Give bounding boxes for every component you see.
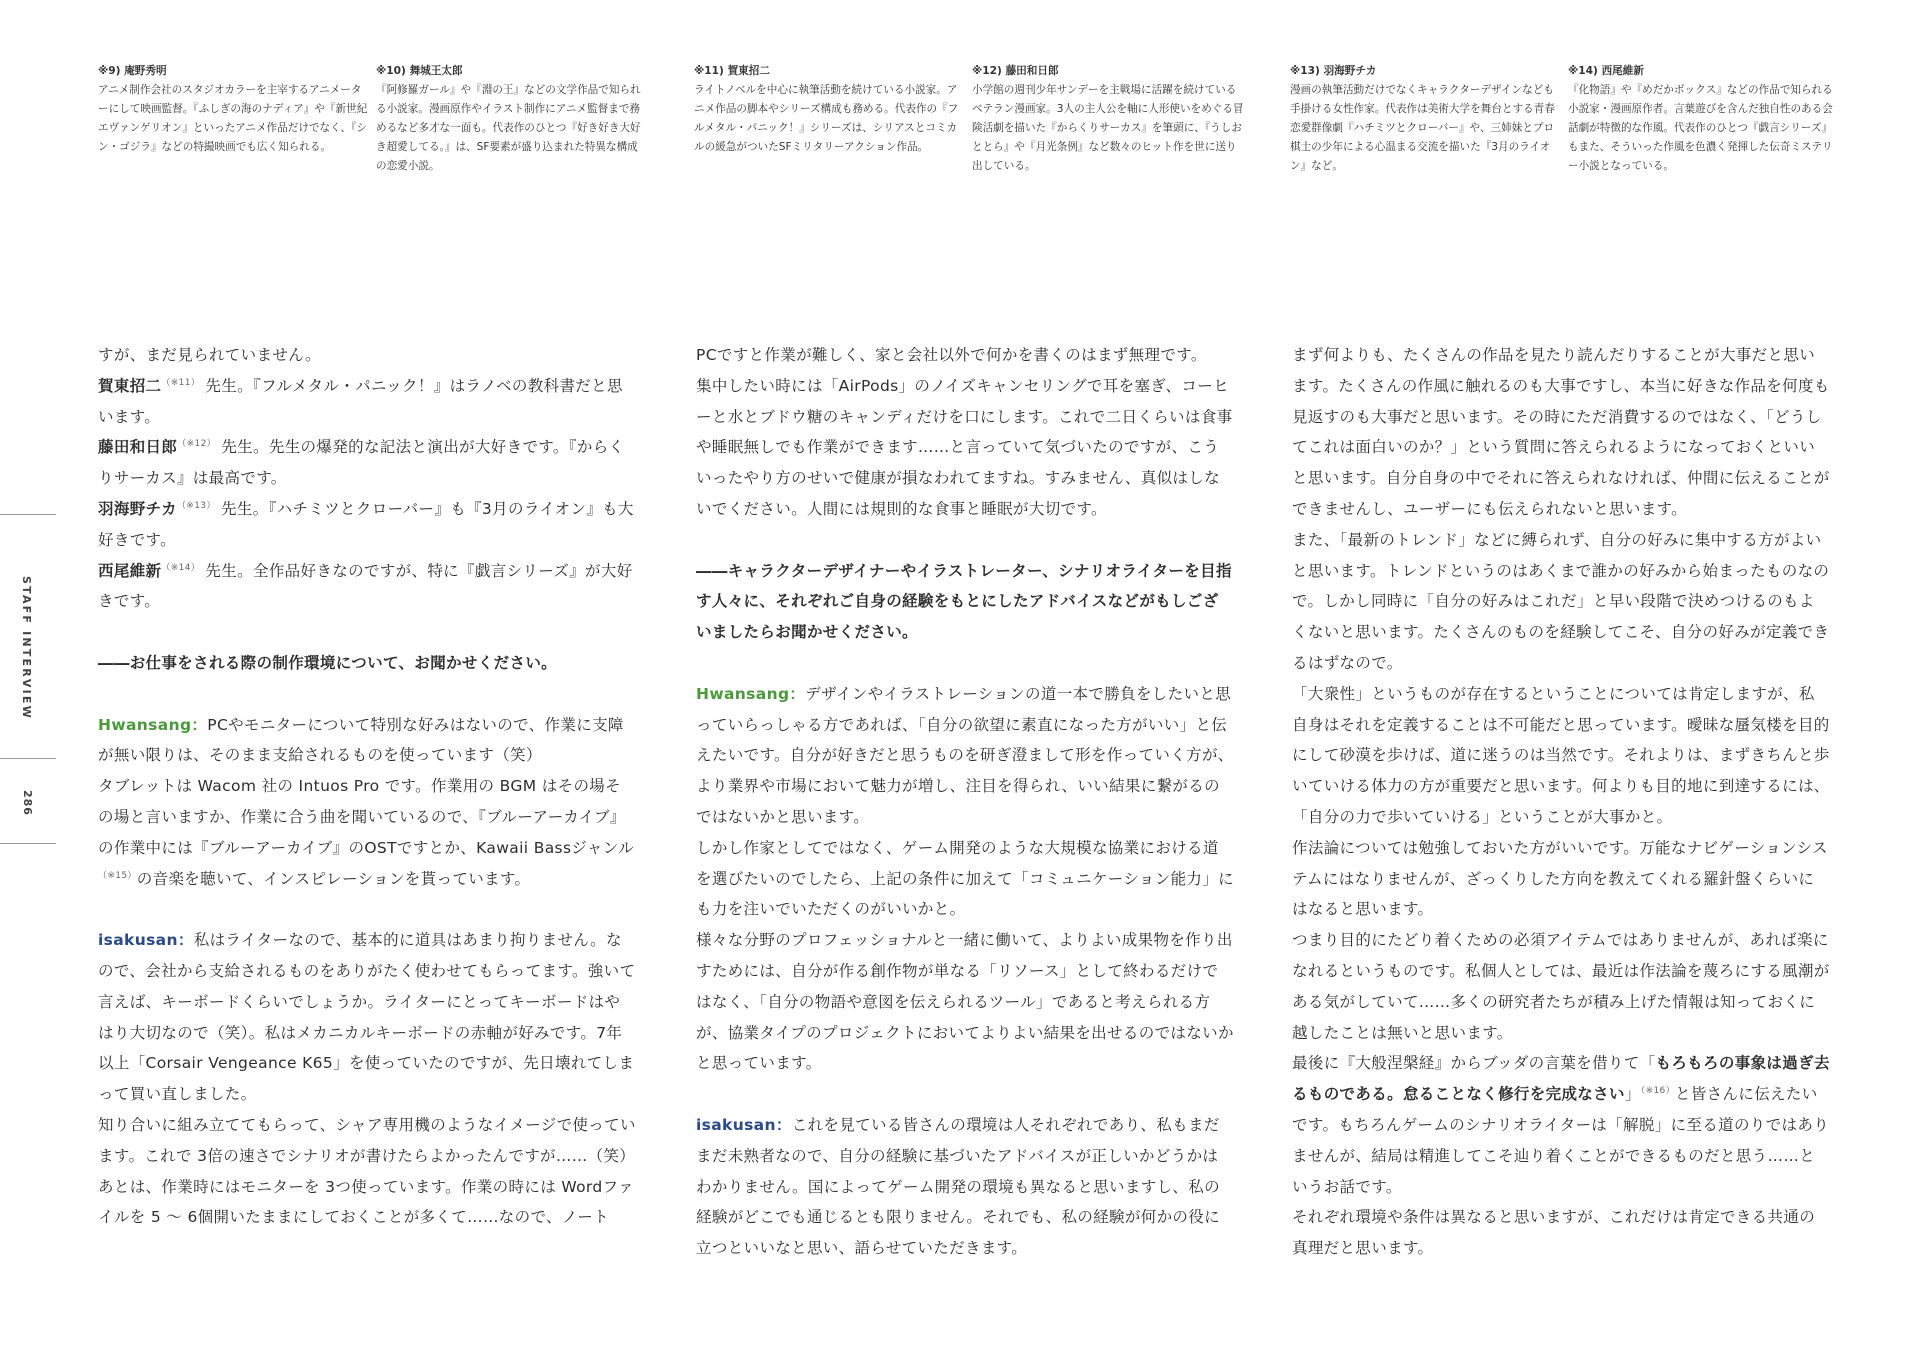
paragraph: 様々な分野のプロフェッショナルと一緒に働いて、よりよい成果物を作り出すためには、自分が作る創作物が単なる「リソース」として終わるだけではなく、「自分の物語や意図を伝えられるツール」であると考えられる方が、協業タイプのプロジェクトにおいてよりよい結果を出せるのではないかと思っています。 (696, 931, 1234, 1073)
body-column-1 (98, 340, 636, 1233)
paragraph: あとは、作業時にはモニターを 3つ使っています。作業の時には Wordファイルを 5 〜 6個開いたままにしておくことが多くて……なので、ノート (98, 1177, 634, 1227)
answer-text: 私はライターなので、基本的に道具はあまり拘りません。なので、会社から支給されるものをありがたく使わせてもらってます。強いて言えば、キーボードくらいでしょうか。ライターにとってキーボードはやはり大切なので（笑）。私はメカニカルキーボードの赤軸が好みです。7年以上「Corsair Vengeance K65」を使っていたのですが、先日壊れてしまって買い直しました。 (98, 931, 636, 1104)
speaker-hwansang: Hwansang： (696, 684, 806, 703)
paragraph-text: 最後に『大般涅槃経』からブッダの言葉を借りて「 (1292, 1054, 1656, 1073)
footnote-text: 小学館の週刊少年サンデーを主戦場に活躍を続けているベテラン漫画家。3人の主人公を軸に人形使いをめぐる冒険活劇を描いた『からくりサーカス』を筆頭に、『うしおととら』や『月光条例』など数々のヒット作を世に送り出している。 (972, 84, 1244, 172)
footnote-9 (98, 62, 370, 157)
paragraph: すが、まだ見られていません。 (98, 346, 321, 364)
paragraph: また、「最新のトレンド」などに縛られず、自分の好みに集中する方がよいと思います。トレンドというのはあくまで誰かの好みから始まったものなので。しかし同時に「自分の好みはこれだ」と早い段階で決めつけるのもよくないと思います。たくさんのものを経験してこそ、自分の好みが定義できるはずなので。 (1292, 530, 1830, 672)
footnote-title: ※9) 庵野秀明 (98, 65, 167, 77)
speaker-isakusan: isakusan： (696, 1115, 792, 1134)
answer-hwansang (696, 679, 1234, 833)
section-label: STAFF INTERVIEW (20, 576, 33, 720)
paragraph: しかし作家としてではなく、ゲーム開発のような大規模な協業における道を選びたいのでしたら、上記の条件に加えて「コミュニケーション能力」にも力を注いでいただくのがいいかと。 (696, 838, 1234, 919)
author-name: 藤田和日郎 (98, 438, 178, 457)
paragraph: 「大衆性」というものが存在するということについては肯定しますが、私自身はそれを定義することは不可能だと思っています。曖昧な蜃気楼を目的にして砂漠を歩けば、道に迷うのは当然です。それよりは、まずきちんと歩いていける体力の方が重要だと思います。何よりも目的地に到達するには、「自分の力で歩いていける」ということが大事かと。 (1292, 684, 1830, 826)
footnote-13 (1290, 62, 1562, 176)
paragraph: 集中したい時には「AirPods」のノイズキャンセリングで耳を塞ぎ、コーヒーと水とブドウ糖のキャンディだけを口にします。これで二日くらいは食事や睡眠無しでも作業ができます……と言っていて気づいたのですが、こういったやり方のせいで健康が損なわれてますね。すみません、真似はしないでください。人間には規則的な食事と睡眠が大切です。 (696, 376, 1233, 518)
sidebar-rule-middle (0, 758, 56, 759)
footnote-ref: （※15） (98, 870, 137, 881)
paragraph: 知り合いに組み立ててもらって、シャア専用機のようなイメージで使っています。これで 3倍の速さでシナリオが書けたらよかったんですが……（笑） (98, 1115, 636, 1165)
paragraph (98, 371, 636, 433)
author-name: 羽海野チカ (98, 499, 177, 518)
paragraph: つまり目的にたどり着くための必須アイテムではありませんが、あれば楽になれるというものです。私個人としては、最近は作法論を蔑ろにする風潮がある気がしていて……多くの研究者たちが積み上げた情報は知っておくに越したことは無いと思います。 (1292, 931, 1830, 1042)
footnote-ref: （※13） (176, 500, 216, 511)
footnote-text: 『化物語』や『めだかボックス』などの作品で知られる小説家・漫画原作者。言葉遊びを含んだ独自性のある会話劇が特徴的な作風。代表作のひとつ『戯言シリーズ』もまた、そういった作風を色濃く発揮した伝奇ミステリー小説となっている。 (1568, 84, 1833, 172)
sidebar-rule-bottom (0, 843, 56, 844)
footnote-title: ※14) 西尾維新 (1568, 65, 1644, 77)
paragraph: まず何よりも、たくさんの作品を見たり読んだりすることが大事だと思います。たくさんの作風に触れるのも大事ですし、本当に好きな作品を何度も見返すのも大事だと思います。その時にただ消費するのではなく、「どうしてこれは面白いのか？」という質問に答えられるようになっておくといいと思います。自分自身の中でそれに答えられなければ、仲間に伝えることができませんし、ユーザーにも伝えられないと思います。 (1292, 346, 1830, 518)
answer-text: PCやモニターについて特別な好みはないので、作業に支障が無い限りは、そのまま支給されるものを使っています（笑） (98, 715, 624, 765)
footnote-10 (376, 62, 648, 176)
paragraph (98, 432, 636, 494)
interview-question: ――キャラクターデザイナーやイラストレーター、シナリオライターを目指す人々に、それぞれご自身の経験をもとにしたアドバイスなどがもしございましたらお聞かせください。 (696, 561, 1232, 642)
paragraph: 作法論については勉強しておいた方がいいです。万能なナビゲーションシステムにはなりませんが、ざっくりした方向を教えてくれる羅針盤くらいにはなると思います。 (1292, 838, 1828, 919)
answer-text: これを見ている皆さんの環境は人それぞれであり、私もまだまだ未熟者なので、自分の経験に基づいたアドバイスが正しいかどうかはわかりません。国によってゲーム開発の環境も異なると思いますし、私の経験がどこでも通じるとも限りません。それでも、私の経験が何かの役に立つといいなと思い、語らせていただきます。 (696, 1115, 1220, 1258)
page-number: 286 (21, 790, 34, 816)
paragraph-text: の音楽を聴いて、インスピレーションを貰っています。 (136, 869, 531, 888)
paragraph (1292, 1048, 1830, 1202)
paragraph-text: タブレットは Wacom 社の Intuos Pro です。作業用の BGM はその場その場と言いますか、作業に合う曲を聞いているので、『ブルーアーカイブ』の作業中には『ブルーアーカイブ』のOSTですとか、Kawaii Bassジャンル (98, 777, 635, 857)
paragraph-text: 」 (1624, 1085, 1641, 1104)
footnote-title: ※13) 羽海野チカ (1290, 65, 1377, 77)
answer-isakusan (98, 925, 636, 1110)
paragraph-text: 先生。『フルメタル・パニック！』はラノベの教科書だと思います。 (98, 376, 623, 426)
paragraph (98, 771, 636, 894)
answer-hwansang (98, 710, 636, 772)
paragraph-text: と皆さんに伝えたいです。もちろんゲームのシナリオライターは「解脱」に至る道のりではありませんが、結局は精進してこそ辿り着くことができるものだと思う……というお話です。 (1292, 1085, 1830, 1196)
body-column-3 (1292, 340, 1830, 1264)
footnotes (0, 62, 1920, 202)
footnote-text: 漫画の執筆活動だけでなくキャラクターデザインなども手掛ける女性作家。代表作は美術大学を舞台とする青春恋愛群像劇『ハチミツとクローバー』や、三姉妹とプロ棋士の少年による心温まる交流を描いた『3月のライオン』など。 (1290, 84, 1555, 172)
footnote-title: ※12) 藤田和日郎 (972, 65, 1059, 77)
footnote-text: 『阿修羅ガール』や『淵の王』などの文学作品で知られる小説家。漫画原作やイラスト制作にアニメ監督まで務めるなど多才な一面も。代表作のひとつ『好き好き大好き超愛してる。』は、SF要素が盛り込まれた特異な構成の恋愛小説。 (376, 84, 641, 172)
paragraph-text: 先生。『ハチミツとクローバー』も『3月のライオン』も大好きです。 (98, 499, 634, 549)
footnote-11 (694, 62, 966, 157)
interview-question: ――お仕事をされる際の制作環境について、お聞かせください。 (98, 653, 558, 672)
footnote-text: ライトノベルを中心に執筆活動を続けている小説家。アニメ作品の脚本やシリーズ構成も務める。代表作の『フルメタル・パニック！』シリーズは、シリアスとコミカルの緩急がついたSFミリタリーアクション作品。 (694, 84, 959, 153)
footnote-ref: （※12） (177, 439, 217, 450)
footnote-ref: （※16） (1640, 1086, 1675, 1097)
paragraph (98, 556, 636, 618)
paragraph (98, 494, 636, 556)
paragraph-text: 先生。全作品好きなのですが、特に『戯言シリーズ』が大好きです。 (98, 561, 633, 611)
author-name: 西尾維新 (98, 561, 162, 580)
speaker-hwansang: Hwansang： (98, 715, 208, 734)
footnote-text: アニメ制作会社のスタジオカラーを主宰するアニメーターにして映画監督。『ふしぎの海のナディア』や『新世紀エヴァンゲリオン』といったアニメ作品だけでなく、『シン・ゴジラ』などの特撮映画でも広く知られる。 (98, 84, 368, 153)
paragraph: それぞれ環境や条件は異なると思いますが、これだけは肯定できる共通の真理だと思います。 (1292, 1208, 1816, 1258)
footnote-title: ※10) 舞城王太郎 (376, 65, 463, 77)
body-column-2 (696, 340, 1234, 1264)
footnote-ref: （※14） (161, 562, 201, 573)
speaker-isakusan: isakusan： (98, 931, 194, 950)
answer-isakusan (696, 1110, 1234, 1264)
answer-text: デザインやイラストレーションの道一本で勝負をしたいと思っていらっしゃる方であれば、「自分の欲望に素直になった方がいい」と伝えたいです。自分が好きだと思うものを研ぎ澄まして形を作っていく方が、より業界や市場において魅力が増し、注目を得られ、いい結果に繋がるのではないかと思います。 (696, 684, 1234, 826)
footnote-12 (972, 62, 1244, 176)
footnote-14 (1568, 62, 1840, 176)
buddha-quote: もろもろの事象は過ぎ去るものである。怠ることなく修行を完成なさい (1292, 1054, 1830, 1104)
footnote-ref: （※11） (161, 377, 201, 388)
footnote-title: ※11) 賀東招二 (694, 65, 770, 77)
author-name: 賀東招二 (98, 376, 162, 395)
paragraph-text: 先生。先生の爆発的な記法と演出が大好きです。『からくりサーカス』は最高です。 (98, 438, 625, 488)
paragraph: PCですと作業が難しく、家と会社以外で何かを書くのはまず無理です。 (696, 346, 1207, 364)
sidebar-rule-top (0, 514, 56, 515)
